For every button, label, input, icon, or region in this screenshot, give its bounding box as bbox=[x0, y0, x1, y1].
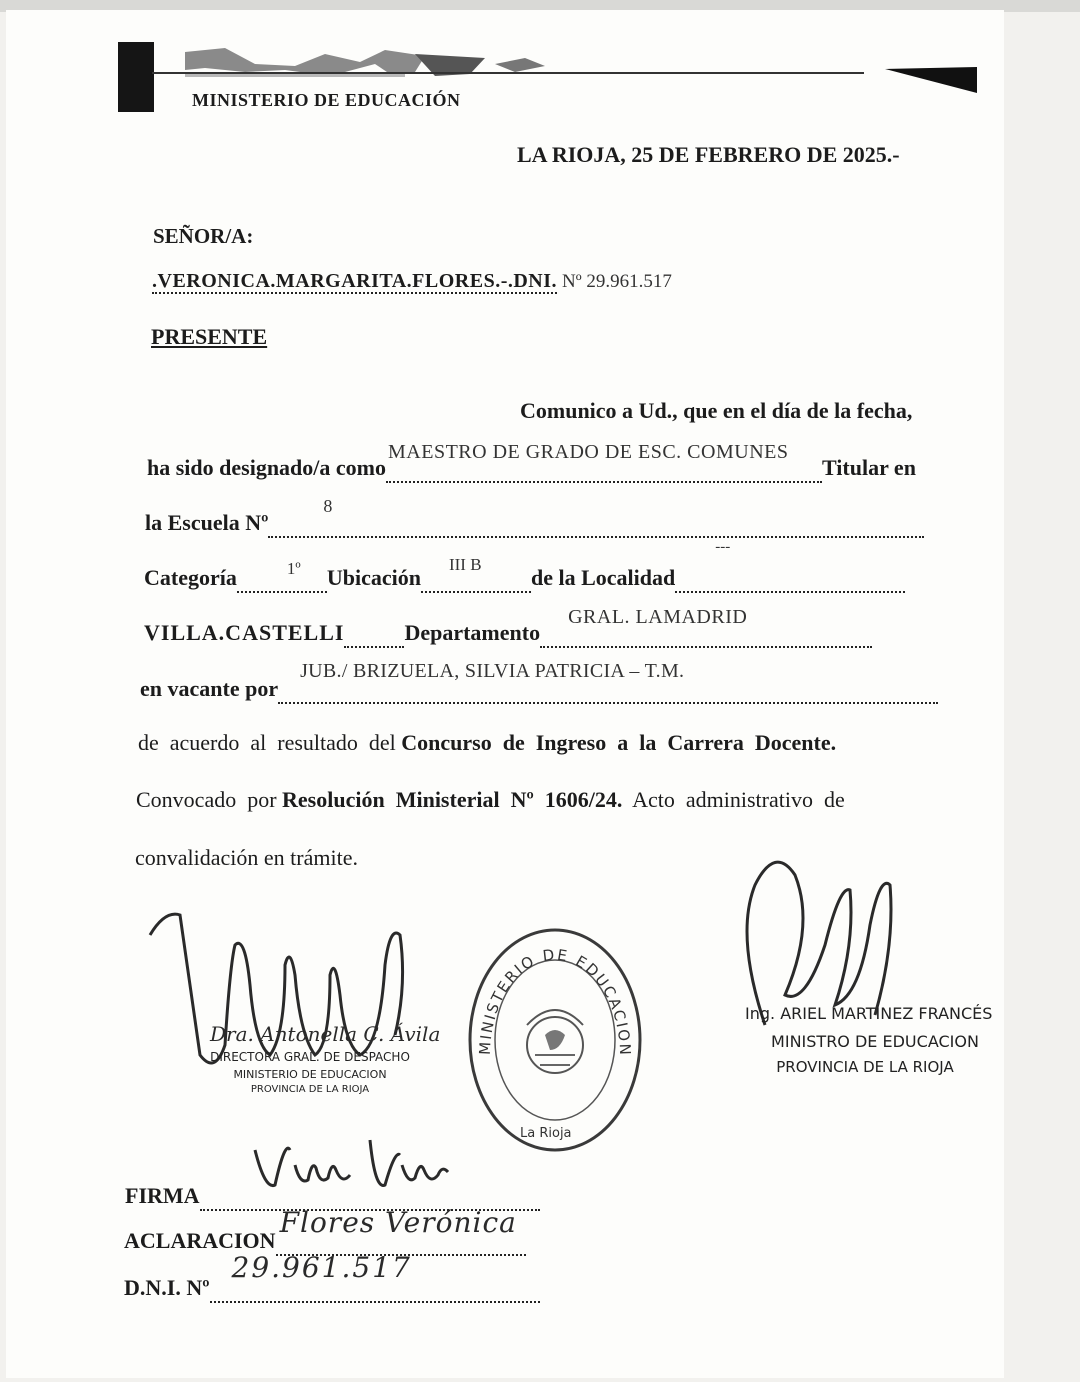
ubicacion-value: III B bbox=[448, 555, 482, 574]
departamento-field bbox=[540, 606, 872, 648]
villa-dots bbox=[344, 620, 404, 648]
cargo-value: MAESTRO DE GRADO DE ESC. COMUNES bbox=[388, 441, 789, 463]
left-signer-name: Dra. Antonella C. Ávila bbox=[210, 1022, 441, 1046]
vacante-line bbox=[140, 660, 938, 704]
right-signer-title: MINISTRO DE EDUCACION bbox=[771, 1032, 979, 1051]
designado-label: ha sido designado/a como bbox=[147, 455, 386, 480]
left-signer-ministry: MINISTERIO DE EDUCACION bbox=[233, 1068, 387, 1081]
categoria-line bbox=[144, 539, 905, 593]
header-rule bbox=[152, 72, 864, 74]
paragraph-line-1 bbox=[138, 730, 836, 756]
firma-label: FIRMA bbox=[125, 1183, 200, 1208]
escuela-label: la Escuela Nº bbox=[145, 510, 269, 535]
recipient-line bbox=[152, 270, 672, 293]
localidad-name: VILLA.CASTELLI bbox=[144, 620, 345, 645]
escuela-line bbox=[145, 496, 924, 538]
logo-mark-icon bbox=[185, 44, 585, 84]
p1-bold: Concurso de Ingreso a la Carrera Docente. bbox=[401, 730, 837, 755]
categoria-field bbox=[237, 559, 327, 593]
dni-value: 29.961.517 bbox=[231, 1251, 412, 1284]
header-arrow-icon bbox=[885, 65, 985, 95]
titular-label: Titular en bbox=[822, 455, 916, 480]
p2-text: Convocado por bbox=[136, 787, 283, 812]
cargo-field bbox=[386, 441, 822, 483]
vacante-value: JUB./ BRIZUELA, SILVIA PATRICIA – T.M. bbox=[300, 660, 685, 682]
localidad-dash: --- bbox=[715, 539, 731, 555]
departamento-value: GRAL. LAMADRID bbox=[568, 606, 748, 628]
categoria-value: 1º bbox=[286, 559, 301, 578]
p2-tail: Acto administrativo de bbox=[622, 787, 845, 812]
left-signer-province: PROVINCIA DE LA RIOJA bbox=[250, 1084, 370, 1095]
firma-scribble-icon bbox=[250, 1130, 470, 1200]
paragraph-line-2 bbox=[136, 787, 845, 813]
aclaracion-label: ACLARACION bbox=[124, 1228, 276, 1253]
logo-black-bar bbox=[118, 42, 154, 112]
dni-line bbox=[124, 1251, 540, 1303]
right-signer-name: Ing. ARIEL MARTINEZ FRANCÉS bbox=[745, 1004, 993, 1023]
p1-text: de acuerdo al resultado del bbox=[138, 730, 402, 755]
escuela-field bbox=[268, 496, 924, 538]
recipient-dni: Nº 29.961.517 bbox=[562, 271, 672, 292]
seal-bottom-text: La Rioja bbox=[520, 1126, 572, 1141]
salutation: SEÑOR/A: bbox=[153, 224, 254, 248]
dni-label: D.N.I. Nº bbox=[124, 1275, 210, 1300]
vacante-label: en vacante por bbox=[140, 676, 279, 701]
localidad-field bbox=[675, 539, 905, 593]
departamento-label: Departamento bbox=[404, 620, 541, 645]
date-line: LA RIOJA, 25 DE FEBRERO DE 2025.- bbox=[517, 142, 900, 167]
right-signer-province: PROVINCIA DE LA RIOJA bbox=[776, 1058, 954, 1076]
seal-outer-text: MINISTERIO DE EDUCACION bbox=[475, 945, 635, 1058]
localidad-label: de la Localidad bbox=[530, 565, 676, 590]
intro-text: Comunico a Ud., que en el día de la fecha, bbox=[520, 398, 913, 423]
ubicacion-label: Ubicación bbox=[326, 565, 421, 590]
villa-line bbox=[144, 606, 872, 648]
dni-field bbox=[210, 1251, 540, 1303]
p2-bold: Resolución Ministerial Nº 1606/24. bbox=[282, 787, 623, 812]
presente-heading: PRESENTE bbox=[151, 324, 268, 349]
recipient-name: .VERONICA.MARGARITA.FLORES.-.DNI. bbox=[152, 270, 558, 292]
paragraph-line-3: convalidación en trámite. bbox=[135, 845, 358, 870]
ministry-name: MINISTERIO DE EDUCACIÓN bbox=[192, 90, 461, 110]
escuela-value: 8 bbox=[323, 496, 333, 516]
left-signer-title: DIRECTORA GRAL. DE DESPACHO bbox=[210, 1050, 410, 1064]
ubicacion-field bbox=[421, 555, 531, 593]
aclaracion-value: Flores Verónica bbox=[279, 1206, 517, 1239]
vacante-field bbox=[278, 660, 938, 704]
designation-line bbox=[147, 441, 916, 483]
categoria-label: Categoría bbox=[144, 565, 237, 590]
